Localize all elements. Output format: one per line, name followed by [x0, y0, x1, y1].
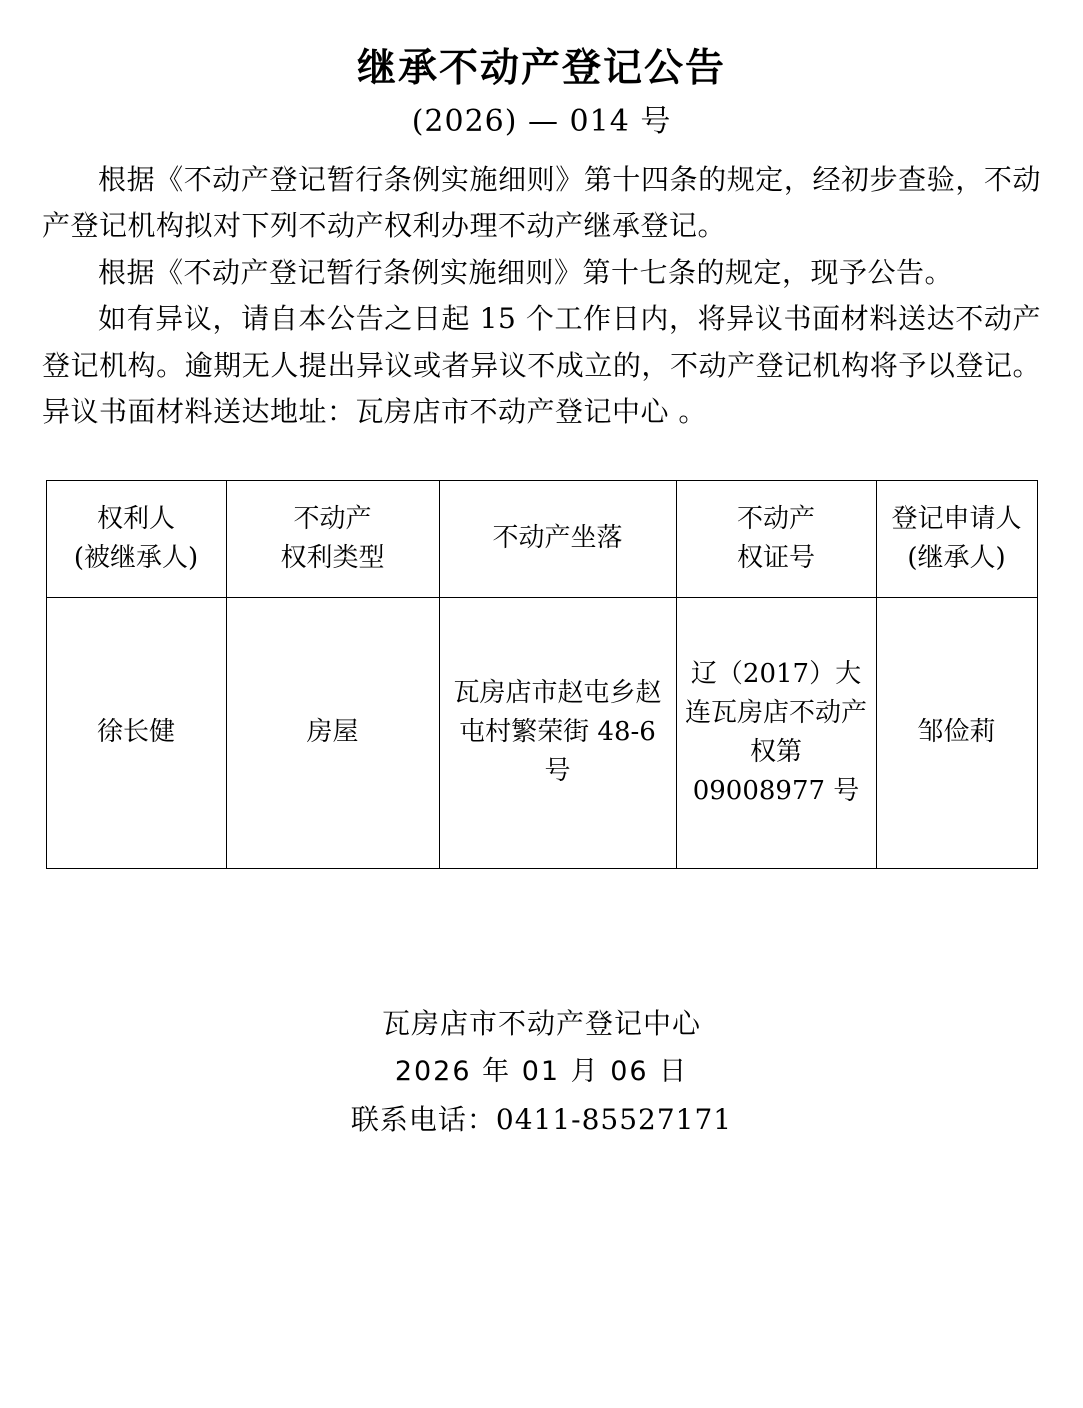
- header-line-2: 权利类型: [280, 542, 385, 573]
- document-footer: [36, 999, 1047, 1144]
- paragraph-2: 根据《不动产登记暂行条例实施细则》第十七条的规定，现予公告。: [98, 255, 954, 289]
- header-line-2: (被继承人): [73, 542, 199, 573]
- footer-issuer: 瓦房店市不动产登记中心: [381, 1006, 701, 1040]
- cell-property-type: 房屋: [226, 597, 439, 868]
- paragraph-1: 根据《不动产登记暂行条例实施细则》第十四条的规定，经初步查验，不动产登记机构拟对下列不动产权利办理不动产继承登记。: [42, 162, 1041, 243]
- column-header-location: [439, 480, 676, 597]
- column-header-property-type: [226, 480, 439, 597]
- page-title: 继承不动产登记公告: [356, 46, 726, 91]
- column-header-rights-holder: [46, 480, 226, 597]
- cell-rights-holder: 徐长健: [46, 597, 226, 868]
- table-row: [46, 597, 1037, 868]
- footer-date: 2026 年 01 月 06 日: [394, 1055, 689, 1087]
- cell-applicant: 邹俭莉: [876, 597, 1037, 868]
- paragraph-3: 如有异议，请自本公告之日起 15 个工作日内，将异议书面材料送达不动产登记机构。逾期无人提出异议或者异议不成立的，不动产登记机构将予以登记。异议书面材料送达地址：瓦房店市不动产登记中心 。: [42, 302, 1041, 429]
- header-line-1: 不动产坐落: [492, 523, 623, 553]
- column-header-certificate-no: [676, 480, 876, 597]
- table-header-row: [46, 480, 1037, 597]
- header-line-2: 权证号: [736, 542, 815, 573]
- header-line-2: (继承人): [907, 542, 1006, 573]
- cell-location: 瓦房店市赵屯乡赵屯村繁荣街 48-6 号: [439, 597, 676, 868]
- column-header-applicant: [876, 480, 1037, 597]
- footer-contact: 联系电话：0411-85527171: [350, 1102, 733, 1136]
- document-number: (2026) — 014 号: [411, 103, 672, 139]
- cell-certificate-no: 辽（2017）大连瓦房店不动产权第 09008977 号: [676, 597, 876, 868]
- header-line-1: 不动产: [736, 503, 815, 534]
- header-line-1: 权利人: [96, 503, 175, 534]
- property-table: [46, 480, 1038, 869]
- notice-body: [42, 157, 1041, 436]
- header-line-1: 登记申请人: [891, 503, 1022, 534]
- header-line-1: 不动产: [293, 503, 372, 534]
